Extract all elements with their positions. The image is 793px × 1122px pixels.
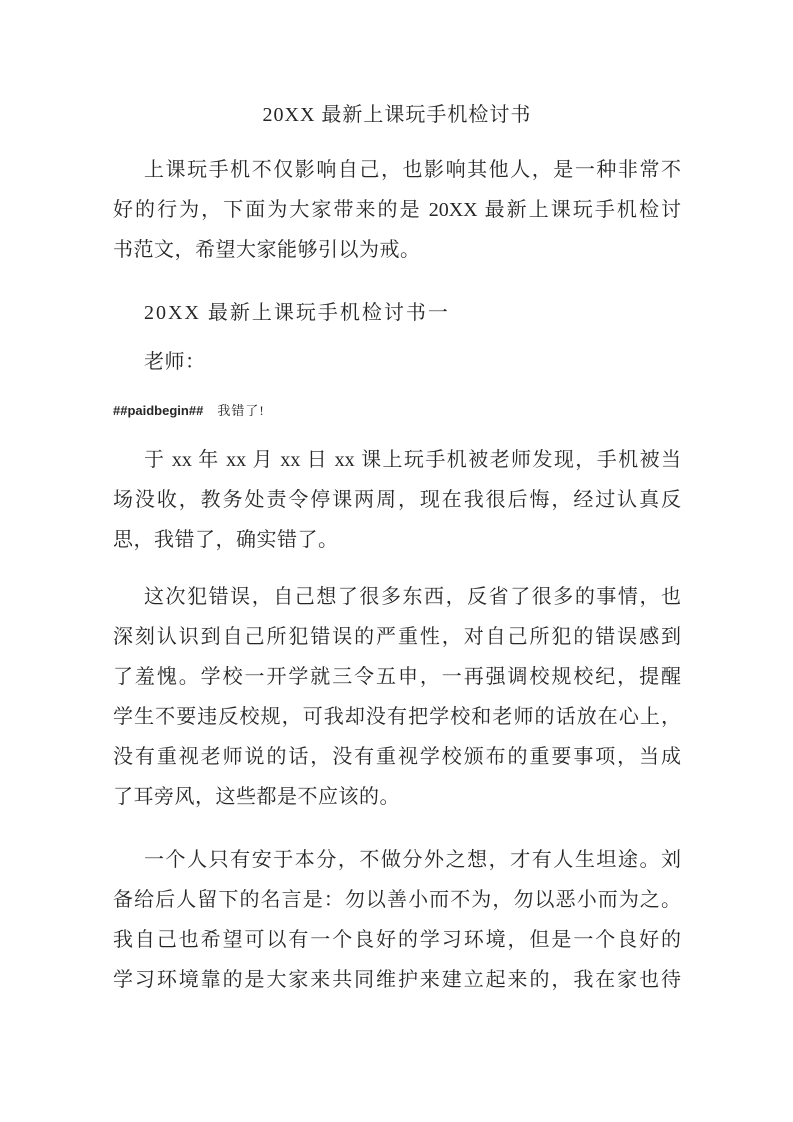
paragraph-heading bbox=[113, 293, 681, 333]
paragraph-paid bbox=[113, 391, 681, 431]
document-title: 20XX 最新上课玩手机检讨书 bbox=[262, 104, 532, 126]
paid-marker-line bbox=[113, 391, 681, 431]
paid-begin-marker: ##paidbegin## bbox=[113, 403, 204, 418]
document-line: 老师： bbox=[144, 351, 206, 373]
paragraph-body3 bbox=[113, 840, 681, 1000]
paragraph-body1 bbox=[113, 440, 681, 560]
document-line: 了耳旁风，这些都是不应该的。 bbox=[113, 786, 400, 808]
document-line: 思，我错了，确实错了。 bbox=[113, 529, 339, 551]
document-line: 学生不要违反校规，可我却没有把学校和老师的话放在心上， bbox=[113, 706, 681, 728]
document-line: 没有重视老师说的话，没有重视学校颁布的重要事项，当成 bbox=[113, 746, 681, 768]
document-line: 我自己也希望可以有一个良好的学习环境，但是一个良好的 bbox=[113, 929, 681, 951]
document-line: 书范文，希望大家能够引以为戒。 bbox=[113, 239, 421, 261]
document-line: 上课玩手机不仅影响自己，也影响其他人，是一种非常不 bbox=[144, 159, 681, 181]
paragraph-body2 bbox=[113, 577, 681, 817]
document-line: 了羞愧。学校一开学就三令五申，一再强调校规校纪，提醒 bbox=[113, 666, 681, 688]
paragraph-salutation bbox=[113, 342, 681, 382]
paid-marker-text: 我错了! bbox=[217, 403, 265, 418]
document-line: 学习环境靠的是大家来共同维护来建立起来的，我在家也待 bbox=[113, 969, 681, 991]
document-line: 备给后人留下的名言是：勿以善小而不为，勿以恶小而为之。 bbox=[113, 889, 681, 911]
document-line: 一个人只有安于本分，不做分外之想，才有人生坦途。刘 bbox=[144, 849, 681, 871]
document-line: 这次犯错误，自己想了很多东西，反省了很多的事情，也 bbox=[144, 586, 681, 608]
document-body bbox=[113, 150, 681, 1000]
paragraph-intro bbox=[113, 150, 681, 270]
document-line: 深刻认识到自己所犯错误的严重性，对自己所犯的错误感到 bbox=[113, 626, 681, 648]
document-line: 20XX 最新上课玩手机检讨书一 bbox=[144, 302, 450, 324]
document-line: 于 xx 年 xx 月 xx 日 xx 课上玩手机被老师发现，手机被当 bbox=[144, 449, 681, 471]
document-line: 场没收，教务处责令停课两周，现在我很后悔，经过认真反 bbox=[113, 489, 681, 511]
document-line: 好的行为，下面为大家带来的是 20XX 最新上课玩手机检讨 bbox=[113, 199, 681, 221]
